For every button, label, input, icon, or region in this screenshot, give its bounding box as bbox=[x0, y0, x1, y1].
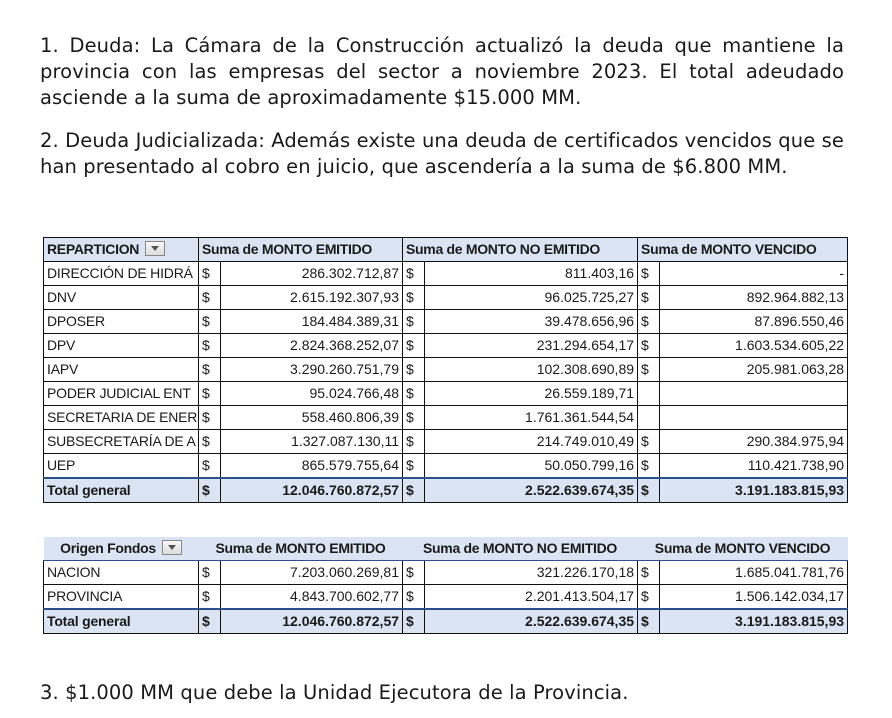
amount-no-emitido: 102.308.690,89 bbox=[425, 358, 638, 382]
amount-emitido: 184.484.389,31 bbox=[221, 310, 403, 334]
currency-symbol: $ bbox=[638, 561, 660, 585]
column-header-monto-emitido: Suma de MONTO EMITIDO bbox=[199, 537, 403, 561]
amount-vencido bbox=[660, 406, 848, 430]
table-row bbox=[44, 454, 848, 479]
amount-emitido: 12.046.760.872,57 bbox=[221, 609, 403, 634]
amount-vencido: 1.685.041.781,76 bbox=[660, 561, 848, 585]
amount-vencido bbox=[660, 382, 848, 406]
row-label: PROVINCIA bbox=[44, 585, 199, 610]
table-row bbox=[44, 585, 848, 610]
currency-symbol: $ bbox=[199, 262, 221, 286]
currency-symbol: $ bbox=[638, 310, 660, 334]
row-label: PODER JUDICIAL ENT bbox=[44, 382, 199, 406]
currency-symbol: $ bbox=[403, 262, 425, 286]
table-row bbox=[44, 430, 848, 454]
paragraph-deuda: 1. Deuda: La Cámara de la Construcción actualizó la deuda que mantiene la provincia con las empresas del sector a noviembre 2023. El total adeudado asciende a la suma de aproximadamente $15.000 MM. bbox=[40, 34, 844, 109]
row-label: Total general bbox=[44, 478, 199, 503]
currency-symbol: $ bbox=[638, 262, 660, 286]
amount-emitido: 7.203.060.269,81 bbox=[221, 561, 403, 585]
row-label: IAPV bbox=[44, 358, 199, 382]
amount-vencido: 290.384.975,94 bbox=[660, 430, 848, 454]
currency-symbol: $ bbox=[403, 406, 425, 430]
amount-no-emitido: 231.294.654,17 bbox=[425, 334, 638, 358]
currency-symbol: $ bbox=[638, 358, 660, 382]
column-header-monto-vencido: Suma de MONTO VENCIDO bbox=[638, 537, 848, 561]
currency-symbol: $ bbox=[403, 382, 425, 406]
table-row bbox=[44, 262, 848, 286]
paragraph-unidad-ejecutora: 3. $1.000 MM que debe la Unidad Ejecutora de la Provincia. bbox=[40, 681, 629, 704]
table-header-row bbox=[44, 537, 848, 561]
amount-no-emitido: 50.050.799,16 bbox=[425, 454, 638, 479]
amount-emitido: 558.460.806,39 bbox=[221, 406, 403, 430]
currency-symbol: $ bbox=[638, 478, 660, 503]
currency-symbol: $ bbox=[199, 561, 221, 585]
currency-symbol: $ bbox=[638, 609, 660, 634]
table-row bbox=[44, 334, 848, 358]
table-row bbox=[44, 382, 848, 406]
amount-emitido: 4.843.700.602,77 bbox=[221, 585, 403, 610]
amount-emitido: 865.579.755,64 bbox=[221, 454, 403, 479]
currency-symbol: $ bbox=[403, 310, 425, 334]
row-label: NACION bbox=[44, 561, 199, 585]
origen-fondos-pivot-table bbox=[43, 537, 848, 634]
amount-emitido: 12.046.760.872,57 bbox=[221, 478, 403, 503]
amount-vencido: - bbox=[660, 262, 848, 286]
amount-emitido: 3.290.260.751,79 bbox=[221, 358, 403, 382]
amount-no-emitido: 214.749.010,49 bbox=[425, 430, 638, 454]
paragraph-deuda-judicializada: 2. Deuda Judicializada: Además existe una deuda de certificados vencidos que se han presentado al cobro en juicio, que ascendería a la suma de $6.800 MM. bbox=[40, 129, 844, 178]
amount-vencido: 892.964.882,13 bbox=[660, 286, 848, 310]
reparticion-pivot-table bbox=[43, 237, 848, 503]
column-header-monto-no-emitido: Suma de MONTO NO EMITIDO bbox=[403, 238, 638, 262]
row-label: SECRETARIA DE ENER bbox=[44, 406, 199, 430]
amount-no-emitido: 26.559.189,71 bbox=[425, 382, 638, 406]
total-row bbox=[44, 478, 848, 503]
currency-symbol: $ bbox=[199, 382, 221, 406]
amount-vencido: 87.896.550,46 bbox=[660, 310, 848, 334]
column-header-reparticion[interactable]: REPARTICION bbox=[44, 238, 199, 262]
amount-vencido: 1.506.142.034,17 bbox=[660, 585, 848, 610]
currency-symbol: $ bbox=[403, 454, 425, 479]
row-label: DPV bbox=[44, 334, 199, 358]
amount-vencido: 3.191.183.815,93 bbox=[660, 609, 848, 634]
row-label: DPOSER bbox=[44, 310, 199, 334]
table-header-row bbox=[44, 238, 848, 262]
currency-symbol: $ bbox=[199, 406, 221, 430]
currency-symbol: $ bbox=[199, 430, 221, 454]
row-label: DIRECCIÓN DE HIDRÁ bbox=[44, 262, 199, 286]
amount-vencido: 1.603.534.605,22 bbox=[660, 334, 848, 358]
currency-symbol: $ bbox=[638, 334, 660, 358]
row-label: SUBSECRETARÍA DE A bbox=[44, 430, 199, 454]
column-header-monto-emitido: Suma de MONTO EMITIDO bbox=[199, 238, 403, 262]
filter-dropdown-icon[interactable] bbox=[145, 241, 165, 256]
amount-vencido: 110.421.738,90 bbox=[660, 454, 848, 479]
currency-symbol: $ bbox=[403, 358, 425, 382]
currency-symbol: $ bbox=[403, 478, 425, 503]
currency-symbol: $ bbox=[403, 430, 425, 454]
currency-symbol: $ bbox=[403, 334, 425, 358]
currency-symbol bbox=[638, 382, 660, 406]
row-label: DNV bbox=[44, 286, 199, 310]
currency-symbol: $ bbox=[199, 585, 221, 610]
currency-symbol: $ bbox=[638, 430, 660, 454]
amount-vencido: 3.191.183.815,93 bbox=[660, 478, 848, 503]
filter-dropdown-icon[interactable] bbox=[162, 540, 182, 555]
amount-emitido: 2.824.368.252,07 bbox=[221, 334, 403, 358]
column-header-origen-fondos[interactable]: Origen Fondos bbox=[44, 537, 199, 561]
amount-no-emitido: 2.522.639.674,35 bbox=[425, 609, 638, 634]
amount-no-emitido: 321.226.170,18 bbox=[425, 561, 638, 585]
amount-emitido: 95.024.766,48 bbox=[221, 382, 403, 406]
currency-symbol: $ bbox=[638, 454, 660, 479]
amount-no-emitido: 96.025.725,27 bbox=[425, 286, 638, 310]
amount-no-emitido: 811.403,16 bbox=[425, 262, 638, 286]
currency-symbol bbox=[638, 406, 660, 430]
amount-no-emitido: 2.522.639.674,35 bbox=[425, 478, 638, 503]
amount-vencido: 205.981.063,28 bbox=[660, 358, 848, 382]
currency-symbol: $ bbox=[403, 585, 425, 610]
currency-symbol: $ bbox=[403, 561, 425, 585]
currency-symbol: $ bbox=[199, 286, 221, 310]
table-row bbox=[44, 310, 848, 334]
column-header-monto-vencido: Suma de MONTO VENCIDO bbox=[638, 238, 848, 262]
currency-symbol: $ bbox=[199, 454, 221, 479]
total-row bbox=[44, 609, 848, 634]
currency-symbol: $ bbox=[199, 609, 221, 634]
amount-emitido: 286.302.712,87 bbox=[221, 262, 403, 286]
table-row bbox=[44, 561, 848, 585]
currency-symbol: $ bbox=[199, 310, 221, 334]
amount-no-emitido: 2.201.413.504,17 bbox=[425, 585, 638, 610]
column-header-monto-no-emitido: Suma de MONTO NO EMITIDO bbox=[403, 537, 638, 561]
row-label: UEP bbox=[44, 454, 199, 479]
amount-no-emitido: 1.761.361.544,54 bbox=[425, 406, 638, 430]
table-row bbox=[44, 286, 848, 310]
amount-no-emitido: 39.478.656,96 bbox=[425, 310, 638, 334]
table-row bbox=[44, 406, 848, 430]
currency-symbol: $ bbox=[638, 585, 660, 610]
amount-emitido: 2.615.192.307,93 bbox=[221, 286, 403, 310]
currency-symbol: $ bbox=[403, 286, 425, 310]
currency-symbol: $ bbox=[199, 334, 221, 358]
currency-symbol: $ bbox=[403, 609, 425, 634]
currency-symbol: $ bbox=[199, 358, 221, 382]
currency-symbol: $ bbox=[638, 286, 660, 310]
table-row bbox=[44, 358, 848, 382]
currency-symbol: $ bbox=[199, 478, 221, 503]
row-label: Total general bbox=[44, 609, 199, 634]
amount-emitido: 1.327.087.130,11 bbox=[221, 430, 403, 454]
